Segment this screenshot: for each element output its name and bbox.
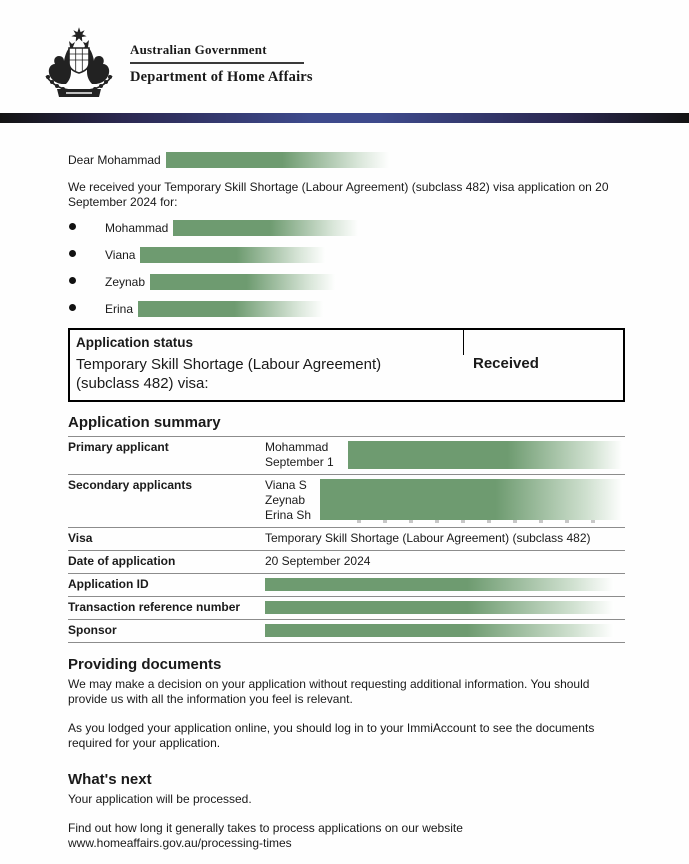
redaction-bar: [166, 152, 390, 168]
whats-next-paragraph-2: Find out how long it generally takes to process applications on our website www.homeaffairs.gov.au/processing-times: [68, 821, 463, 850]
applicant-list-item: [68, 274, 625, 290]
applicants-list: [68, 220, 625, 317]
summary-value-line: Viana S: [265, 478, 307, 492]
redaction-bar: [173, 220, 359, 236]
letter-body: [0, 152, 689, 851]
redaction-bar: [138, 301, 324, 317]
redaction-bar: [348, 441, 623, 469]
summary-row-label: Date of application: [68, 554, 176, 568]
redaction-bar: [320, 479, 623, 520]
summary-row-value: [265, 620, 625, 643]
summary-row-date: [68, 551, 625, 574]
status-value: Received: [473, 355, 539, 372]
header: [0, 0, 689, 113]
summary-row-sponsor: [68, 620, 625, 643]
salutation-text: Dear Mohammad: [68, 153, 161, 167]
redaction-bar: [265, 601, 614, 614]
application-summary-table: [68, 436, 625, 643]
agency-titles: [130, 42, 313, 86]
summary-value-line: September 1: [265, 455, 334, 469]
summary-row-primary: [68, 437, 625, 475]
redaction-bar: [140, 247, 326, 263]
applicant-list-item: [68, 247, 625, 263]
summary-row-label: Secondary applicants: [68, 478, 193, 492]
summary-row-value: [265, 528, 625, 551]
summary-row-visa: [68, 528, 625, 551]
summary-row-value: [265, 597, 625, 620]
summary-row-label: Transaction reference number: [68, 600, 241, 614]
intro-paragraph: We received your Temporary Skill Shortage (Labour Agreement) (subclass 482) visa application on 20 September 2024 for:: [68, 180, 609, 209]
summary-row-label: Primary applicant: [68, 440, 169, 454]
providing-documents-paragraph-2: As you lodged your application online, you should log in to your ImmiAccount to see the documents required for your application.: [68, 721, 595, 750]
status-box-title: Application status: [76, 335, 194, 350]
summary-row-value: [265, 437, 625, 475]
applicant-name: Zeynab: [105, 275, 146, 289]
bullet-icon: [69, 223, 76, 230]
australian-coat-of-arms-icon: [38, 24, 120, 104]
summary-row-value: [265, 551, 625, 574]
applicant-list-item: [68, 301, 625, 317]
summary-value-line: Erina Sh: [265, 508, 312, 522]
government-name: Australian Government: [130, 42, 267, 57]
summary-table-body: [68, 437, 625, 643]
summary-row-label: Visa: [68, 531, 93, 545]
redaction-bar: [265, 578, 614, 591]
department-name: Department of Home Affairs: [130, 69, 313, 85]
redaction-bar: [150, 274, 336, 290]
whats-next-paragraph-1: Your application will be processed.: [68, 792, 252, 806]
summary-value-line: 20 September 2024: [265, 554, 371, 568]
applicant-list-item: [68, 220, 625, 236]
summary-heading: Application summary: [68, 414, 221, 431]
summary-row-value: [265, 574, 625, 597]
bullet-icon: [69, 250, 76, 257]
applicant-name: Erina: [105, 302, 134, 316]
whats-next-heading: What's next: [68, 771, 152, 788]
summary-row-label: Sponsor: [68, 623, 117, 637]
agency-divider: [130, 62, 304, 64]
applicant-name: Mohammad: [105, 221, 169, 235]
summary-row-label: Application ID: [68, 577, 149, 591]
summary-row-appid: [68, 574, 625, 597]
salutation-line: [68, 152, 625, 168]
applicant-name: Viana: [105, 248, 136, 262]
status-visa-label: Temporary Skill Shortage (Labour Agreement) (subclass 482) visa:: [76, 356, 382, 392]
summary-value-line: Zeynab: [265, 493, 306, 507]
header-banner-bar: [0, 113, 689, 123]
providing-documents-heading: Providing documents: [68, 656, 222, 673]
bullet-icon: [69, 304, 76, 311]
summary-row-value: [265, 475, 625, 528]
summary-value-line: Mohammad: [265, 440, 329, 454]
summary-row-secondary: [68, 475, 625, 528]
bullet-icon: [69, 277, 76, 284]
application-status-box: [68, 328, 625, 402]
summary-row-trn: [68, 597, 625, 620]
providing-documents-paragraph-1: We may make a decision on your application without requesting additional information. You should provide us with all the information you feel is relevant.: [68, 677, 590, 706]
redaction-bar: [265, 624, 614, 637]
summary-value-line: Temporary Skill Shortage (Labour Agreement) (subclass 482): [265, 531, 591, 545]
